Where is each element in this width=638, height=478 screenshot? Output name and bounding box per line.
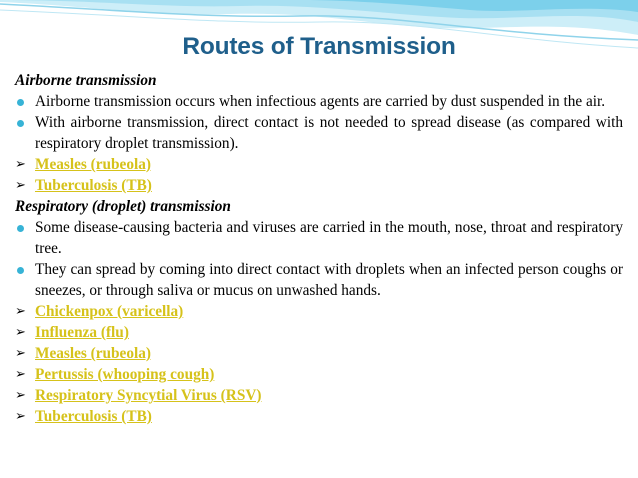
- link-rsv[interactable]: Respiratory Syncytial Virus (RSV): [35, 387, 262, 404]
- bullet-text: Airborne transmission occurs when infectious agents are carried by dust suspended in the air.: [35, 93, 606, 110]
- link-tuberculosis[interactable]: Tuberculosis (TB): [35, 408, 152, 425]
- link-item: [15, 301, 623, 322]
- bullet-item: [15, 217, 623, 259]
- arrow-bullet-icon: ➢: [15, 325, 26, 340]
- link-item: [15, 406, 623, 427]
- bullet-item: [15, 259, 623, 301]
- link-item: [15, 385, 623, 406]
- section-heading-droplet: Respiratory (droplet) transmission: [15, 198, 231, 215]
- slide-content: [15, 70, 623, 427]
- link-item: [15, 343, 623, 364]
- arrow-bullet-icon: ➢: [15, 178, 26, 193]
- circle-bullet-icon: [17, 99, 24, 106]
- link-tuberculosis[interactable]: Tuberculosis (TB): [35, 177, 152, 194]
- link-item: [15, 154, 623, 175]
- circle-bullet-icon: [17, 267, 24, 274]
- link-influenza[interactable]: Influenza (flu): [35, 324, 129, 341]
- slide-title: Routes of Transmission: [182, 33, 456, 60]
- link-measles[interactable]: Measles (rubeola): [35, 345, 151, 362]
- link-item: [15, 175, 623, 196]
- arrow-bullet-icon: ➢: [15, 388, 26, 403]
- bullet-text: They can spread by coming into direct contact with droplets when an infected person coughs or sneezes, or through saliva or mucus on unwashed hands.: [35, 261, 623, 299]
- circle-bullet-icon: [17, 120, 24, 127]
- link-item: [15, 322, 623, 343]
- circle-bullet-icon: [17, 225, 24, 232]
- link-measles[interactable]: Measles (rubeola): [35, 156, 151, 173]
- bullet-text: With airborne transmission, direct contact is not needed to spread disease (as compared with respiratory droplet transmission).: [35, 114, 623, 152]
- bullet-text: Some disease-causing bacteria and viruses are carried in the mouth, nose, throat and respiratory tree.: [35, 219, 623, 257]
- arrow-bullet-icon: ➢: [15, 409, 26, 424]
- arrow-bullet-icon: ➢: [15, 157, 26, 172]
- arrow-bullet-icon: ➢: [15, 304, 26, 319]
- link-chickenpox[interactable]: Chickenpox (varicella): [35, 303, 184, 320]
- bullet-item: [15, 112, 623, 154]
- link-item: [15, 364, 623, 385]
- arrow-bullet-icon: ➢: [15, 346, 26, 361]
- bullet-item: [15, 91, 623, 112]
- arrow-bullet-icon: ➢: [15, 367, 26, 382]
- section-heading-airborne: Airborne transmission: [15, 72, 157, 89]
- link-pertussis[interactable]: Pertussis (whooping cough): [35, 366, 215, 383]
